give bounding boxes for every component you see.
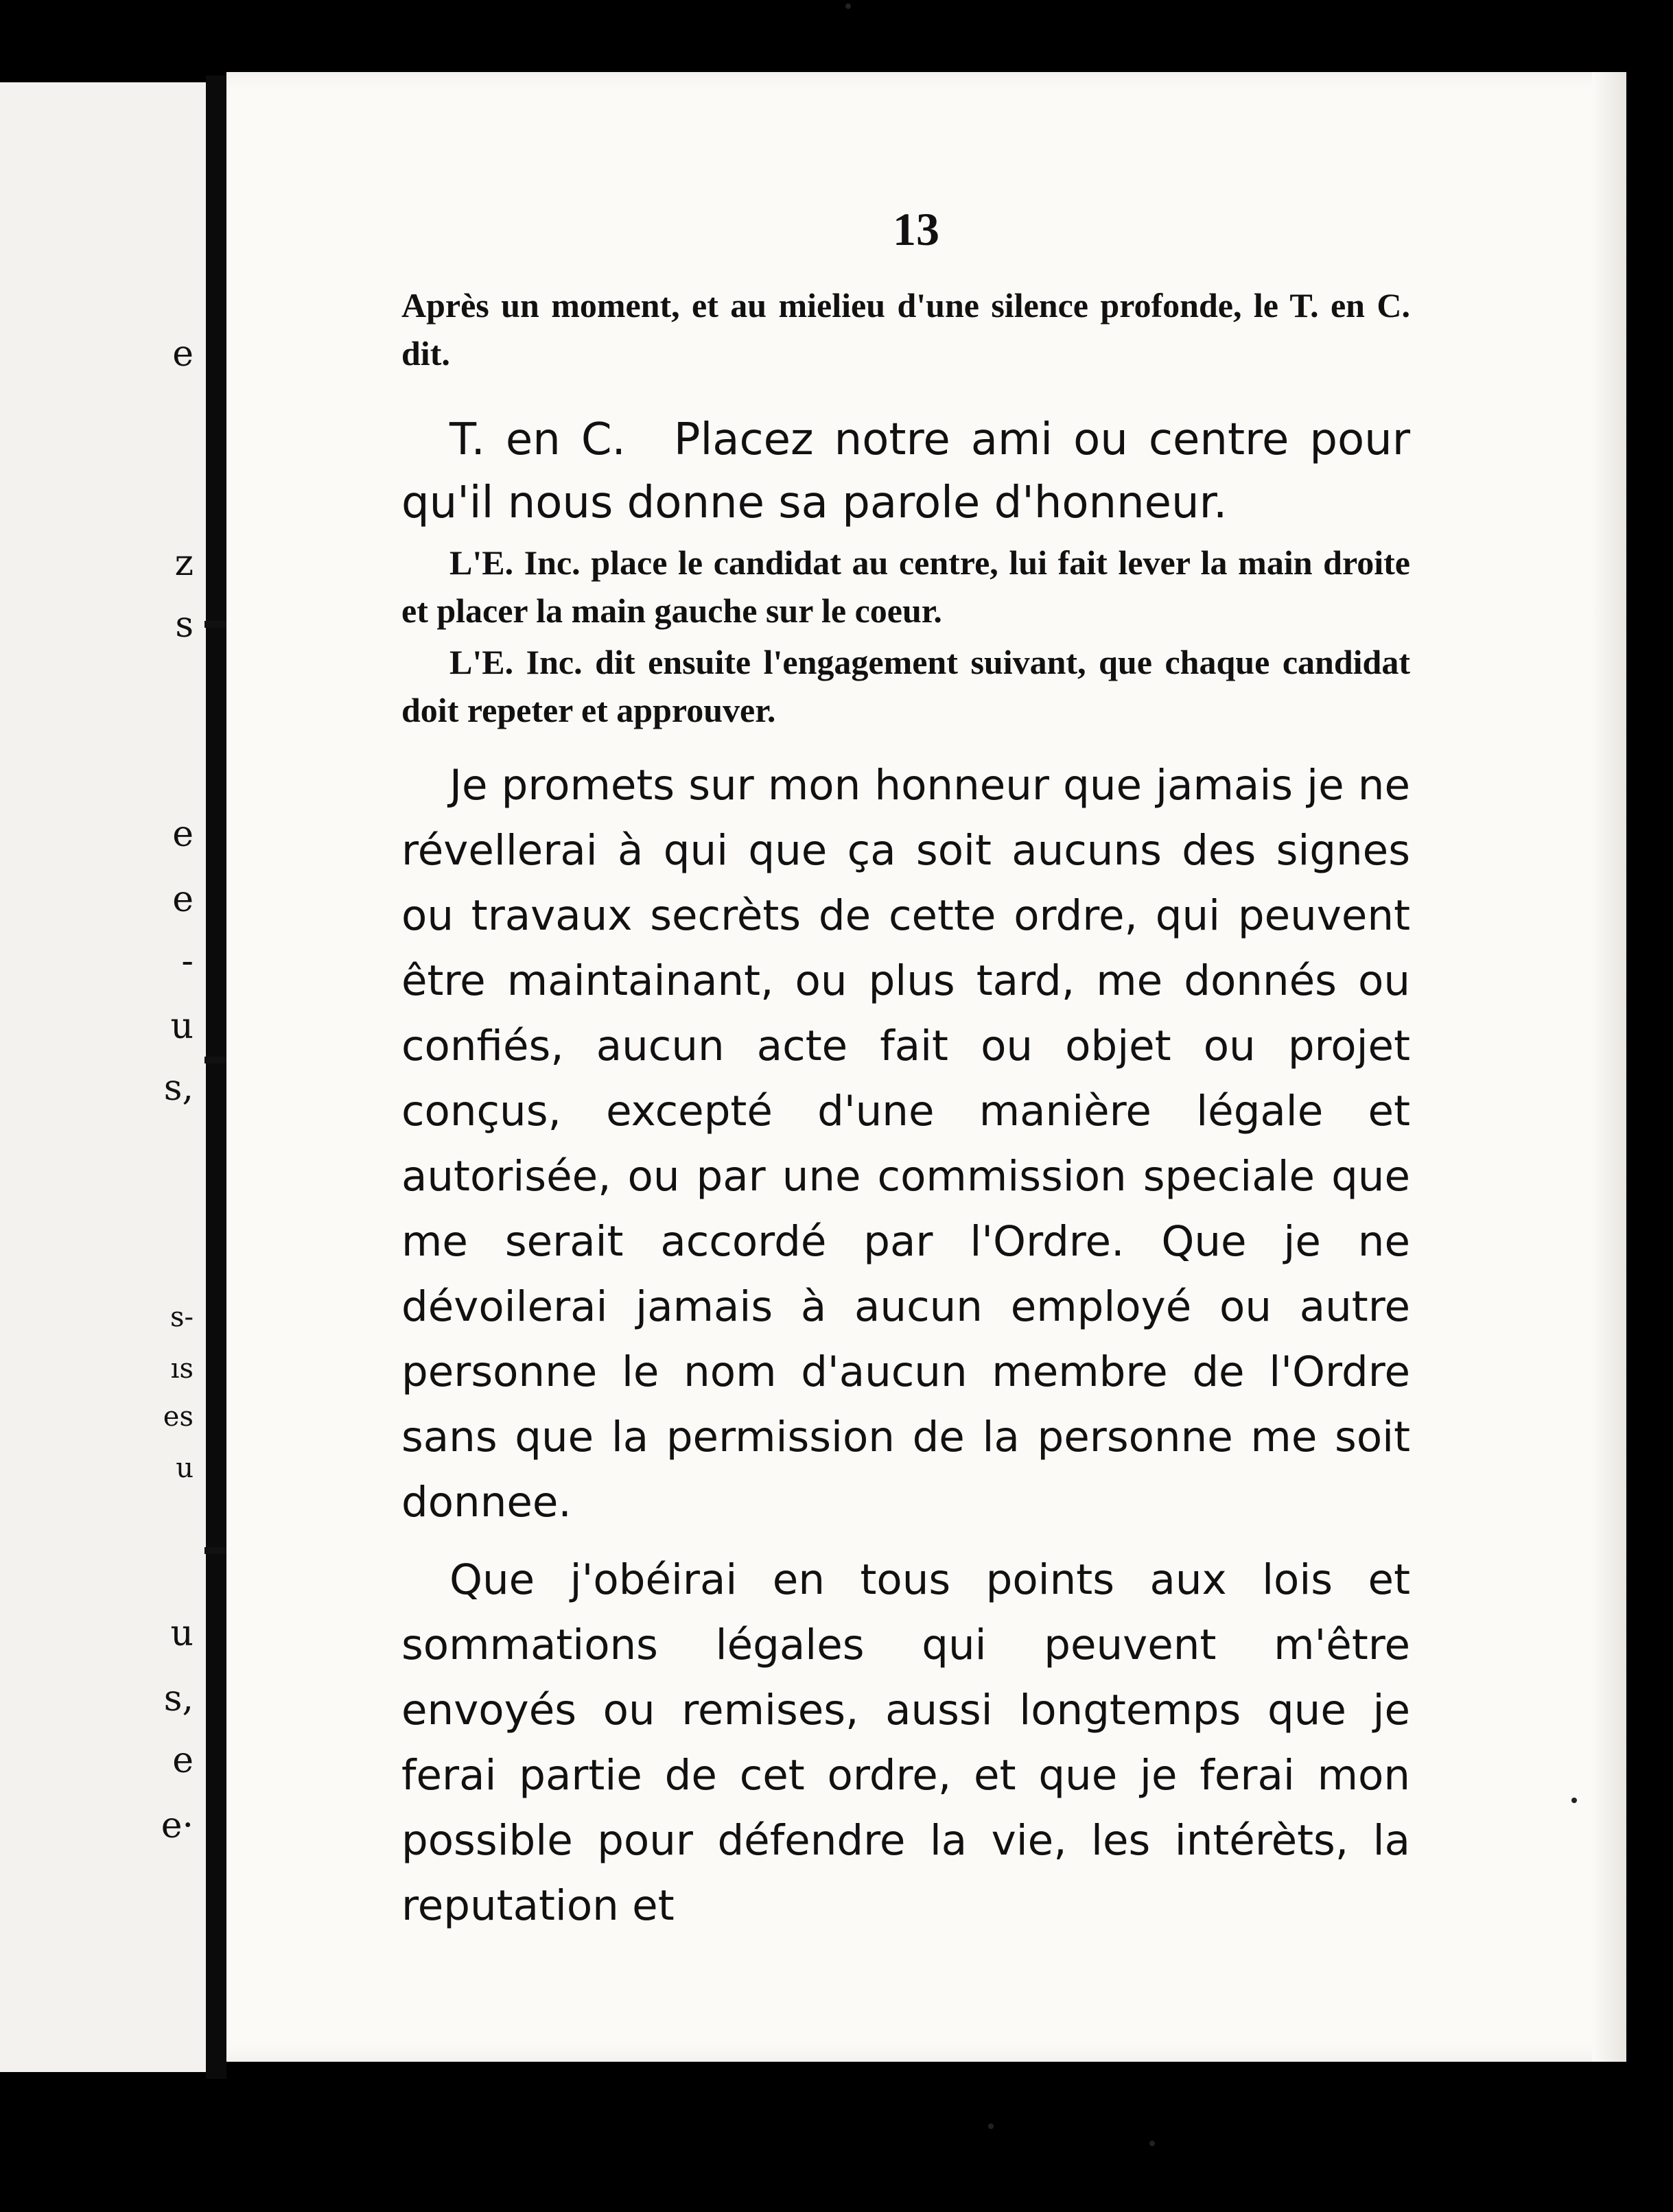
facing-page-fragment: u — [170, 1006, 194, 1047]
facing-page-fragment: s, — [163, 1068, 194, 1109]
facing-page-edge — [0, 82, 206, 2072]
stage-direction-2: L'E. Inc. dit ensuite l'engagement suivant, que chaque candidat doit repeter et approuver. — [401, 643, 1410, 729]
stage-direction-1: L'E. Inc. place le candidat au centre, lui fait lever la main droite et placer la main gauche sur le coeur. — [401, 543, 1410, 630]
facing-page-fragment: z — [174, 543, 194, 584]
page-number: 13 — [893, 203, 939, 255]
facing-page-fragment: es — [163, 1401, 194, 1433]
speech-paragraph — [401, 408, 1410, 534]
intro-rubric: Après un moment, et au mielieu d'une silence profonde, le T. en C. dit. — [401, 286, 1410, 373]
facing-page-fragment: - — [181, 941, 194, 982]
book-page — [226, 72, 1626, 2062]
facing-page-fragment: e· — [161, 1805, 194, 1846]
scan-speck — [988, 2123, 994, 2129]
facing-page-fragment: u — [176, 1452, 194, 1484]
scan-speck — [845, 3, 851, 9]
facing-page-fragment: ıs — [170, 1353, 194, 1385]
speaker-label: T. en C. — [449, 414, 626, 465]
scan-speck — [1571, 1798, 1577, 1803]
speech-text: Placez notre ami ou centre pour qu'il nous donne sa parole d'honneur. — [401, 414, 1411, 528]
facing-page-fragment: e — [172, 1740, 194, 1781]
oath-paragraph-1: Je promets sur mon honneur que jamais je ne révellerai à qui que ça soit aucuns des signes ou travaux secrèts de cette ordre, qui peuvent être maintainant, ou plus tard, me donnés ou confiés, aucun acte fait ou objet ou projet conçus, excepté d'une manière légale et autorisée, ou par une commission speciale que me serait accordé par l'Ordre. Que je ne dévoilerai jamais à aucun employé ou autre personne le nom d'aucun membre de l'Ordre sans que la permission de la personne me soit donnee. — [401, 761, 1410, 1527]
facing-page-fragment: s- — [169, 1302, 194, 1333]
book-gutter — [206, 75, 226, 2079]
facing-page-fragment: e — [172, 333, 194, 375]
facing-page-fragment: s, — [163, 1678, 194, 1719]
facing-page-fragment: u — [170, 1613, 194, 1654]
facing-page-fragment: e — [172, 879, 194, 920]
oath-paragraph-2: Que j'obéirai en tous points aux lois et sommations légales qui peuvent m'être envoyés ou remises, aussi longtemps que je ferai partie de cet ordre, et que je ferai mon possible pour défendre la vie, les intérèts, la reputation et — [401, 1555, 1410, 1930]
facing-page-fragment: s — [175, 604, 194, 646]
page-edge-shadow — [1592, 72, 1626, 2062]
scan-speck — [1149, 2141, 1155, 2146]
facing-page-fragment: e — [172, 814, 194, 855]
